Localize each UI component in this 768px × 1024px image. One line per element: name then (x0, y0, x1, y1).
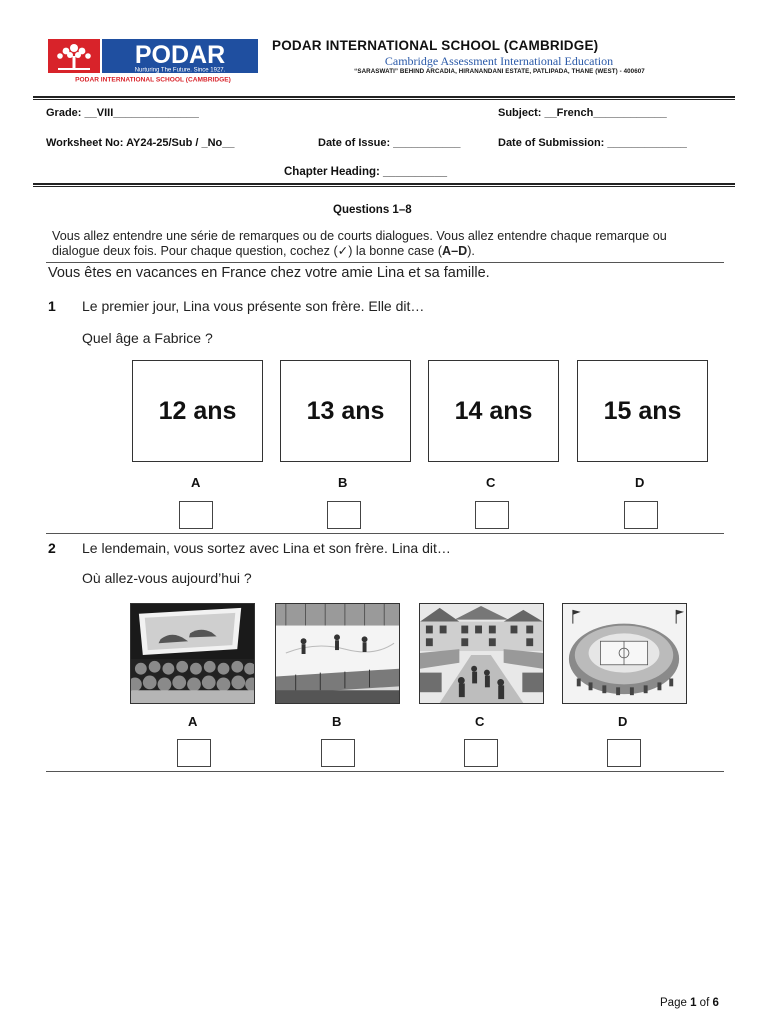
question-2-prompt: Où allez-vous aujourd’hui ? (82, 570, 252, 586)
page-of: of (699, 997, 710, 1009)
page-current: 1 (690, 997, 697, 1009)
market-town-picture (419, 603, 544, 704)
logo-banner: PODAR INTERNATIONAL SCHOOL (CAMBRIDGE) (75, 76, 231, 83)
header-divider-secondary (33, 99, 735, 100)
q2-option-a-letter: A (188, 714, 198, 729)
q1-option-c-checkbox[interactable] (475, 501, 509, 529)
date-of-issue-field: Date of Issue: ___________ (318, 137, 461, 149)
option-a-age-card: 12 ans (132, 360, 263, 462)
subject-field: Subject: __French____________ (498, 107, 667, 119)
date-of-submission-field: Date of Submission: _____________ (498, 137, 687, 149)
cinema-picture (130, 603, 255, 704)
option-c-age-card: 14 ans (428, 360, 559, 462)
grade-field: Grade: __VIII______________ (46, 107, 199, 119)
instructions-text: Vous allez entendre une série de remarques ou de courts dialogues. Vous allez entendre chaque remarque ou dialogue deux fois. Pour chaque question, cochez (✓) la bonne case ( (52, 229, 667, 258)
school-logo (48, 39, 258, 83)
worksheet-number-field: Worksheet No: AY24-25/Sub / _No__ (46, 137, 235, 149)
q1-option-c-letter: C (486, 475, 496, 490)
page-total: 6 (712, 997, 719, 1009)
instructions-end: ). (467, 244, 475, 258)
question-1-prompt: Quel âge a Fabrice ? (82, 330, 213, 346)
header-divider (33, 96, 735, 98)
q2-option-d-checkbox[interactable] (607, 739, 641, 767)
question-2-number: 2 (48, 540, 56, 556)
q1-option-a-letter: A (191, 475, 201, 490)
instructions (52, 229, 717, 259)
divider-line (46, 262, 724, 263)
q1-option-d-letter: D (635, 475, 645, 490)
chapter-heading: Chapter Heading: __________ (284, 166, 447, 178)
q2-option-b-letter: B (332, 714, 342, 729)
school-name: PODAR INTERNATIONAL SCHOOL (CAMBRIDGE) (272, 38, 599, 53)
board-name: Cambridge Assessment International Education (384, 54, 614, 68)
instructions-range: A–D (442, 244, 468, 258)
option-b-age-card: 13 ans (280, 360, 411, 462)
q2-option-b-checkbox[interactable] (321, 739, 355, 767)
ice-rink-picture (275, 603, 400, 704)
stadium-picture (562, 603, 687, 704)
page-number (660, 997, 719, 1009)
question-2-text: Le lendemain, vous sortez avec Lina et son frère. Lina dit… (82, 540, 451, 556)
question-1-number: 1 (48, 298, 56, 314)
page-word: Page (660, 997, 687, 1009)
divider-line (46, 533, 724, 534)
section-divider-secondary (33, 186, 735, 187)
q1-option-b-checkbox[interactable] (327, 501, 361, 529)
logo-wordmark: PODAR (134, 41, 226, 69)
logo-tagline: Nurturing The Future. Since 1927. (134, 67, 226, 74)
q1-option-a-checkbox[interactable] (179, 501, 213, 529)
q2-option-a-checkbox[interactable] (177, 739, 211, 767)
questions-heading: Questions 1–8 (333, 204, 412, 216)
option-d-age-card: 15 ans (577, 360, 708, 462)
school-address: “SARASWATI” BEHIND ARCADIA, HIRANANDANI ESTATE, PATLIPADA, THANE (WEST) - 400607 (354, 68, 645, 75)
q2-option-c-letter: C (475, 714, 485, 729)
q1-option-d-checkbox[interactable] (624, 501, 658, 529)
q1-option-b-letter: B (338, 475, 348, 490)
q2-option-d-letter: D (618, 714, 628, 729)
question-1-text: Le premier jour, Lina vous présente son frère. Elle dit… (82, 298, 425, 314)
q2-option-c-checkbox[interactable] (464, 739, 498, 767)
divider-line (46, 771, 724, 772)
section-divider (33, 183, 735, 185)
scenario-text: Vous êtes en vacances en France chez votre amie Lina et sa famille. (48, 265, 490, 281)
